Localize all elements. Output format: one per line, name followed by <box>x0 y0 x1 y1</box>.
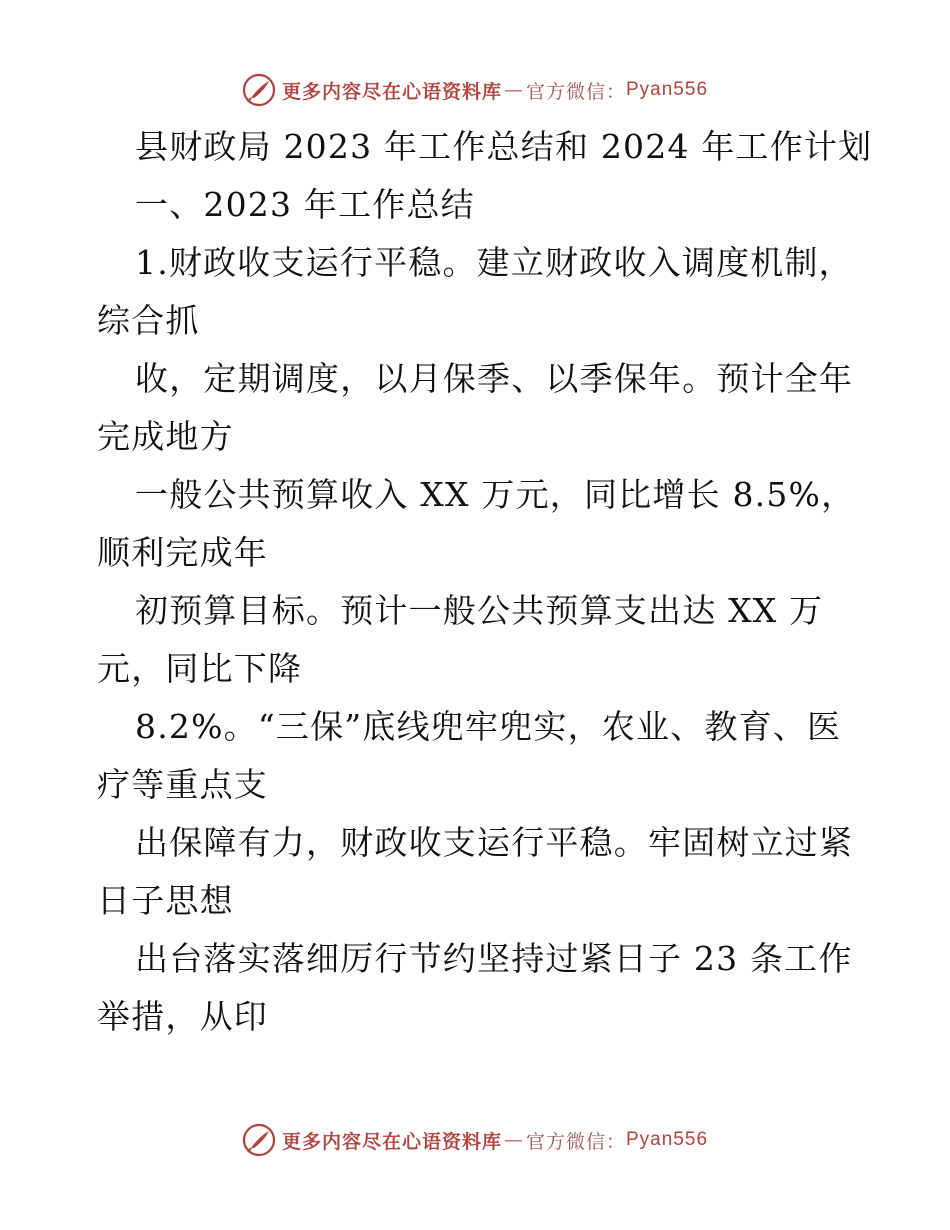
document-body <box>97 118 873 1046</box>
quill-logo-icon <box>242 73 276 107</box>
header-watermark <box>0 70 950 110</box>
text-line: 初预算目标。预计一般公共预算支出达 XX 万 <box>135 591 824 630</box>
text-line: 收，定期调度，以月保季、以季保年。预计全年 <box>135 359 854 398</box>
text-line: 8.2%。“三保”底线兜牢兜实，农业、教育、医 <box>135 707 842 746</box>
text-line: 一般公共预算收入 XX 万元，同比增长 8.5%， <box>135 475 856 514</box>
text-line: 出台落实落细厉行节约坚持过紧日子 23 条工作 <box>135 939 853 978</box>
document-title: 县财政局 2023 年工作总结和 2024 年工作计划 <box>135 127 873 166</box>
text-line: 日子思想 <box>97 881 234 920</box>
section-heading: 一、2023 年工作总结 <box>135 185 475 224</box>
text-line: 顺利完成年 <box>97 533 268 572</box>
footer-watermark <box>0 1120 950 1160</box>
watermark-dash: — <box>503 1129 524 1151</box>
quill-logo-icon <box>242 1123 276 1157</box>
text-line: 综合抓 <box>97 301 200 340</box>
text-line: 1.财政收支运行平稳。建立财政收入调度机制， <box>135 243 853 282</box>
text-line: 元，同比下降 <box>97 649 303 688</box>
watermark-text: 更多内容尽在心语资料库 <box>281 1130 502 1153</box>
text-line: 出保障有力，财政收支运行平稳。牢固树立过紧 <box>135 823 854 862</box>
watermark-text: 更多内容尽在心语资料库 <box>281 80 502 103</box>
watermark-label: 官方微信： <box>525 80 626 103</box>
watermark-dash: — <box>503 79 524 101</box>
text-line: 完成地方 <box>97 417 234 456</box>
watermark-id: Pyan556 <box>626 1129 709 1150</box>
watermark-label: 官方微信： <box>525 1130 626 1153</box>
watermark-id: Pyan556 <box>626 79 709 100</box>
text-line: 举措，从印 <box>97 997 268 1036</box>
text-line: 疗等重点支 <box>97 765 268 804</box>
